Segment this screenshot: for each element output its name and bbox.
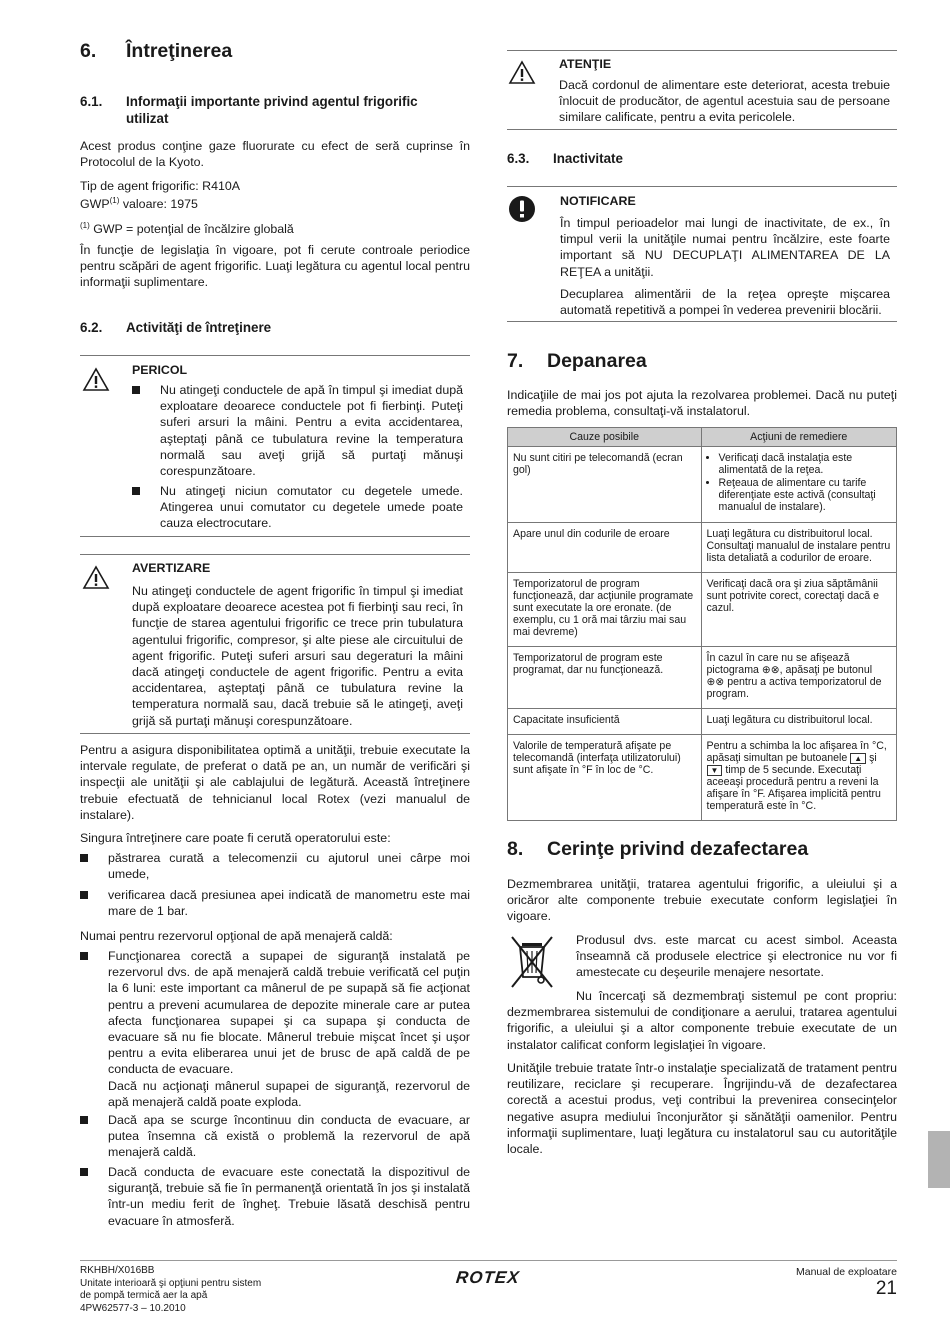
bullet-square-icon <box>80 1168 88 1176</box>
column-header: Cauze posibile <box>508 428 702 447</box>
action-cell: Verificaţi dacă ora şi ziua săptămânii sunt potrivite corect, corectaţi dacă e cazul. <box>701 573 897 647</box>
subsection-title: Informaţii importante privind agentul frigorific utilizat <box>126 94 418 126</box>
list-item: Nu atingeţi niciun comutator cu degetele umede. Atingerea unui comutator cu degetele umede poate cauza electrocutare. <box>132 483 463 532</box>
action-cell: În cazul în care nu se afişează pictograma ⊕⊗, apăsaţi pe butonul ⊕⊗ pentru a activa temporizatorul de program. <box>701 647 897 709</box>
section-title: Cerinţe privind dezafectarea <box>547 838 809 860</box>
subsection-number: 6.1. <box>80 94 103 109</box>
table-header-row <box>508 428 897 447</box>
paragraph: Produsul dvs. este marcat cu acest simbol. Aceasta înseamnă că produsele electrice şi electronice nu vor fi amestecate cu deşeurile menajere nesortate. <box>576 933 897 980</box>
crossed-out-wheelie-bin-icon <box>508 935 556 991</box>
exclamation-circle-icon <box>508 195 536 223</box>
up-arrow-key-icon: ▲ <box>850 753 866 764</box>
bullet-square-icon <box>80 891 88 899</box>
section-title: Întreţinerea <box>126 40 233 62</box>
gwp-value: GWP$^{(1)}$ valoare: 1975 <box>80 196 198 212</box>
attention-title: ATENŢIE <box>559 57 612 71</box>
warning-triangle-icon <box>82 565 110 590</box>
table-row <box>508 709 897 735</box>
action-cell: Pentru a schimba la loc afişarea în °C, apăsaţi simultan pe butoanele ▲ şi ▼ timp de 5 secunde. Executaţi aceeaşi procedură pentru a reveni la afişare în °F. Afişarea implicită pentru temperatură este în °C. <box>701 735 897 821</box>
divider <box>507 186 897 187</box>
divider <box>507 321 897 322</box>
warning-text: Nu atingeţi conductele de agent frigorific în timpul şi imediat după exploatare deoarece acestea pot fi fierbinţi sau reci, în funcţie de starea agentului frigorific ce trece prin tubulatura agentului frigorific, compresor, şi alte piese ale circuitului de agent frigorific. Puteţi suferi arsuri sau degeraturi la mâini dacă atingeţi conductele de agent frigorific. Pentru a evita accidentarea, aşteptaţi până ce tubulatura revine la temperatura normală sau, dacă trebuie să le atingeţi, aveţi grijă să purtaţi mănuşi corespunzătoare. <box>132 584 463 728</box>
model-code: RKHBH/X016BB <box>80 1265 155 1276</box>
section-7-heading <box>507 350 647 373</box>
cause-cell: Apare unul din codurile de eroare <box>508 523 702 573</box>
table-row <box>508 647 897 709</box>
bullet-square-icon <box>80 854 88 862</box>
section-8-heading <box>507 838 808 861</box>
chapter-tab <box>928 1131 950 1188</box>
bullet-square-icon <box>80 952 88 960</box>
page-number: 21 <box>875 1278 897 1299</box>
notice-title: NOTIFICARE <box>560 194 636 208</box>
paragraph: Dezmembrarea unităţii, tratarea agentului frigorific, a uleiului şi a oricăror alte componente trebuie executate conform legislaţiei în vigoare. <box>507 877 897 924</box>
subsection-6-3-heading <box>507 150 897 168</box>
list-item: Nu atingeţi conductele de apă în timpul şi imediat după exploatare deoarece conductele pot fi fierbinţi. Puteţi suferi arsuri la mâini. Pentru a evita accidentarea, aşteptaţi până ce tubulatura revine la temperatura normală sau aveţi grijă să purtaţi mănuşi corespunzătoare. <box>132 382 463 479</box>
cause-cell: Valorile de temperatură afişate pe telecomandă (interfaţa utilizatorului) sunt afişate în °F în loc de °C. <box>508 735 702 821</box>
bullet-square-icon <box>132 386 140 394</box>
warning-triangle-icon <box>508 60 536 85</box>
paragraph: Unităţile trebuie tratate într-o instalaţie specializată de tratament pentru reutilizare, reciclare şi recuperare. Îngrijindu-vă de dezafectarea corectă a acestui produs, veţi contribui la prevenirea consecinţelor negative asupra mediului înconjurător şi sănătăţii oamenilor. Pentru informaţii suplimentare, luaţi legătura cu instalatorul sau cu autorităţile locale. <box>507 1061 897 1157</box>
action-item: • Reţeaua de alimentare cu tarife diferenţiate este activă (consultaţi manualul de instalare). <box>719 477 892 513</box>
paragraph: Numai pentru rezervorul opţional de apă menajeră caldă: <box>80 929 393 943</box>
refrigerant-type: Tip de agent frigorific: R410A <box>80 179 241 193</box>
divider <box>80 355 470 356</box>
cause-cell: Temporizatorul de program funcţionează, dar acţiunile programate sunt executate la ore eronate. (de exemplu, cu 1 oră mai târziu mai sau mai devreme) <box>508 573 702 647</box>
bullet-square-icon <box>132 487 140 495</box>
paragraph: Pentru a asigura disponibilitatea optimă a unităţii, trebuie executate la intervale regulate, de preferat o dată pe an, un număr de verificări şi inspecţii ale unităţii şi ale cablajului de legătură. Această întreţinere trebuie efectuată de tehnicianul local Rotex (vezi manualul de instalare). <box>80 743 470 822</box>
doc-number: 4PW62577-3 – 10.2010 <box>80 1302 186 1314</box>
subsection-6-2-heading <box>80 319 470 337</box>
troubleshooting-table <box>507 427 897 821</box>
divider <box>80 733 470 734</box>
paragraph: Acest produs conţine gaze fluorurate cu efect de seră cuprinse în Protocolul de la Kyoto. <box>80 139 470 170</box>
section-number: 7. <box>507 350 524 372</box>
paragraph: Singura întreţinere care poate fi cerută operatorului este: <box>80 831 391 845</box>
warning-triangle-icon <box>82 367 110 392</box>
danger-title: PERICOL <box>132 363 188 377</box>
attention-text: Dacă cordonul de alimentare este deteriorat, acesta trebuie înlocuit de producător, de agentul acestuia sau de persoane similare calificate, pentru a evita pericolele. <box>559 78 890 125</box>
paragraph: În funcţie de legislaţia în vigoare, pot fi cerute controale periodice pentru scăpări de agent frigorific. Luaţi legătura cu agentul local pentru informaţii suplimentare. <box>80 243 470 290</box>
action-item: • Verificaţi dacă instalaţia este alimentată de la reţea. <box>719 452 892 476</box>
cause-cell: Nu sunt citiri pe telecomandă (ecran gol) <box>508 447 702 523</box>
list-item: Dacă conducta de evacuare este conectată la dispozitivul de siguranţă, trebuie să fie în permanenţă orientată în jos şi instalată într-un mediu ferit de îngheţ. Trebuie lăsată deschisă pentru evacuare în atmosferă. <box>80 1164 470 1229</box>
section-6-heading <box>80 40 232 63</box>
paragraph: Indicaţiile de mai jos pot ajuta la rezolvarea problemei. Dacă nu puteţi remedia problema, consultaţi-vă instalatorul. <box>507 388 897 419</box>
subsection-title: Activităţi de întreţinere <box>126 320 272 335</box>
list-item: verificarea dacă presiunea apei indicată de manometru este mai mare de 1 bar. <box>80 887 470 919</box>
warning-title: AVERTIZARE <box>132 561 211 575</box>
bullet-square-icon <box>80 1116 88 1124</box>
divider <box>80 554 470 555</box>
section-number: 8. <box>507 838 524 860</box>
section-title: Depanarea <box>547 350 647 372</box>
table-row <box>508 447 897 523</box>
footer-divider <box>80 1260 897 1261</box>
section-number: 6. <box>80 40 97 62</box>
doc-subtitle: Unitate interioară şi opţiuni pentru sistem <box>80 1277 262 1289</box>
footnote: $^{(1)}$ GWP = potenţial de încălzire globală <box>80 221 294 237</box>
table-row <box>508 735 897 821</box>
cause-cell: Temporizatorul de program este programat, dar nu funcţionează. <box>508 647 702 709</box>
manual-title: Manual de exploatare <box>796 1266 897 1278</box>
list-item: păstrarea curată a telecomenzii cu ajutorul unei cârpe moi umede, <box>80 850 470 882</box>
subsection-6-1-heading <box>80 93 470 127</box>
action-cell <box>701 447 897 523</box>
paragraph: Nu încercaţi să dezmembraţi sistemul pe cont propriu: dezmembrarea sistemului de condiţionare a aerului, tratarea agentului frigorific, a uleiului şi a altor componente trebuie executate de un instalator calificat conform legislaţiei în vigoare. <box>507 989 897 1052</box>
list-item: Funcţionarea corectă a supapei de siguranţă instalată pe rezervorul dvs. de apă menajeră caldă trebuie verificată cel puţin la 6 luni: este important ca mânerul de pe supapă să fie acţionat pentru a preveni acumularea de depozite minerale care ar putea afecta funcţionarea supapei şi ca supapa şi conducta de evacuare să nu fie blocate. Mânerul trebuie mişcat încet şi uşor pentru a evita eliberarea unui jet de brusc de apă caldă de pe conducta de evacuare. Dacă nu acţionaţi mânerul supapei de siguranţă, rezervorul de apă menajeră caldă poate exploda. <box>80 948 470 1110</box>
notice-text: În timpul perioadelor mai lungi de inactivitate, de ex., în timpul verii la unităţile numai pentru încălzire, este foarte important să NU DECUPLAŢI ALIMENTAREA DE LA REŢEA a unităţii. <box>560 216 890 279</box>
divider <box>80 536 470 537</box>
list-item: Dacă apa se scurge încontinuu din conducta de evacuare, ar putea însemna că există o problemă la rezervorul de apă menajeră caldă. <box>80 1112 470 1161</box>
table-row <box>508 573 897 647</box>
subsection-number: 6.3. <box>507 151 530 166</box>
action-cell: Luaţi legătura cu distribuitorul local. <box>701 709 897 735</box>
troubleshooting-table-wrap <box>507 427 897 821</box>
rotex-logo: ROTEX <box>455 1268 521 1287</box>
cause-cell: Capacitate insuficientă <box>508 709 702 735</box>
subsection-number: 6.2. <box>80 320 103 335</box>
doc-subtitle: de pompă termică aer la apă <box>80 1290 208 1301</box>
notice-text: Decuplarea alimentării de la reţea opreşte mişcarea automată repetitivă a pompei în vederea prevenirii blocării. <box>560 287 890 318</box>
table-row <box>508 523 897 573</box>
divider <box>507 129 897 130</box>
divider <box>507 50 897 51</box>
subsection-title: Inactivitate <box>553 151 623 166</box>
action-cell: Luaţi legătura cu distribuitorul local. Consultaţi manualul de instalare pentru lista detaliată a codurilor de eroare. <box>701 523 897 573</box>
footer-doc-info <box>80 1265 340 1315</box>
column-header: Acţiuni de remediere <box>701 428 897 447</box>
down-arrow-key-icon: ▼ <box>707 765 723 776</box>
